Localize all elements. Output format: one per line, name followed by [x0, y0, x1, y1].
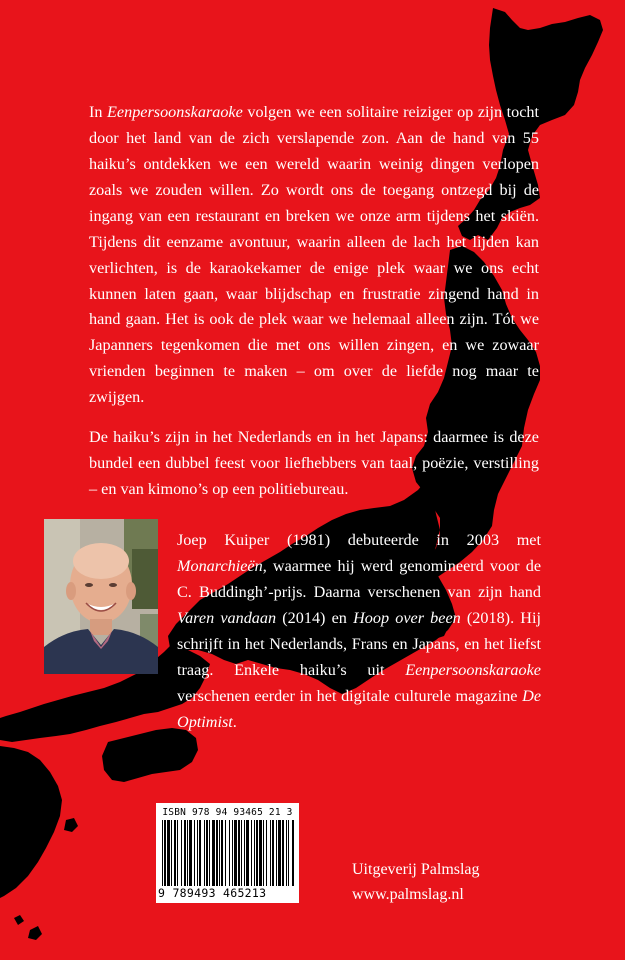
- barcode-bar: [164, 820, 166, 886]
- barcode-bar: [256, 820, 258, 886]
- barcode-bar: [270, 820, 271, 886]
- isbn-label: ISBN 978 94 93465 21 3: [162, 807, 293, 818]
- barcode-bar: [251, 820, 252, 886]
- barcode-bar: [199, 820, 201, 886]
- barcode-bar: [189, 820, 192, 886]
- publisher-url: www.palmslag.nl: [352, 886, 464, 903]
- barcode-bar: [194, 820, 195, 886]
- barcode-bar: [212, 820, 215, 886]
- barcode-bar: [162, 820, 163, 886]
- barcode-bar: [282, 820, 284, 886]
- publisher-block: [352, 857, 480, 907]
- barcode-bar: [288, 820, 289, 886]
- barcode-bar: [272, 820, 274, 886]
- barcode-bar: [206, 820, 208, 886]
- barcode-bar: [254, 820, 255, 886]
- barcode-bar: [241, 820, 242, 886]
- barcode-bar: [266, 820, 267, 886]
- map-shikoku: [102, 728, 198, 782]
- barcode-bar: [187, 820, 188, 886]
- map-kyushu: [0, 746, 62, 898]
- barcode-bar: [221, 820, 223, 886]
- isbn-digits: 9 789493 465213: [158, 886, 267, 900]
- barcode-bar: [278, 820, 281, 886]
- barcode-bar: [238, 820, 240, 886]
- blurb-paragraph-2: De haiku’s zijn in het Nederlands en in het Japans: daarmee is deze bundel een dubbel feest voor liefhebbers van taal, poëzie, verstilling – en van kimono’s op een politiebureau.: [89, 428, 539, 498]
- barcode-bar: [174, 820, 176, 886]
- barcode-bar: [184, 820, 186, 886]
- publisher-name: Uitgeverij Palmslag: [352, 861, 480, 878]
- map-island-1: [64, 818, 78, 832]
- isbn-barcode: [156, 803, 299, 903]
- map-island-3: [14, 915, 24, 925]
- barcode-bar: [259, 820, 262, 886]
- barcode-bar: [216, 820, 218, 886]
- barcode-bar: [246, 820, 249, 886]
- barcode-bar: [292, 820, 294, 886]
- barcode-bar: [276, 820, 277, 886]
- barcode-bar: [229, 820, 230, 886]
- barcode-bar: [244, 820, 245, 886]
- barcode-bar: [263, 820, 264, 886]
- barcode-bar: [232, 820, 233, 886]
- barcode-bar: [219, 820, 220, 886]
- barcode-bar: [171, 820, 172, 886]
- barcode-bar: [225, 820, 226, 886]
- barcode-bar: [177, 820, 178, 886]
- barcode-bar: [197, 820, 198, 886]
- author-bio: Joep Kuiper (1981) debuteerde in 2003 met Monarchieën, waarmee hij werd genomineerd voor de C. Buddingh’-prijs. Daarna verschenen van zijn hand Varen vandaan (2014) en Hoop over been (2018). Hij schrijft in het Nederlands, Frans en Japans, en het liefst traag. Enkele haiku’s uit Eenpersoonskaraoke verschenen eerder in het digitale culturele magazine De Optimist.: [177, 531, 541, 731]
- blurb-paragraph-1: In Eenpersoonskaraoke volgen we een solitaire reiziger op zijn tocht door het land van de zich verslapende zon. Aan de hand van 55 haiku’s ontdekken we een wereld waarin weinig dingen verlopen zoals we zouden willen. Zo wordt ons de toegang ontzegd bij de ingang van een restaurant en breken we onze arm tijdens het skiën. Tijdens dit eenzame avontuur, waarin alleen de lach het lijden kan verlichten, is de karaokekamer de enige plek waar we ons echt kunnen laten gaan, waar blijdschap en frustratie zingend hand in hand gaan. Het is ook de plek waar we helemaal alleen zijn. Tót we Japanners tegenkomen die met ons willen zingen, en we zowaar vrienden beginnen te maken – om over de liefde nog maar te zwijgen.: [89, 103, 540, 407]
- barcode-bar: [234, 820, 237, 886]
- barcode-bars: [162, 820, 294, 886]
- author-photo: [44, 519, 158, 674]
- barcode-bar: [181, 820, 182, 886]
- barcode-bar: [286, 820, 287, 886]
- barcode-bar: [204, 820, 205, 886]
- book-title: Eenpersoonskaraoke: [107, 103, 243, 122]
- barcode-bar: [209, 820, 210, 886]
- barcode-bar: [167, 820, 170, 886]
- map-island-2: [28, 926, 42, 940]
